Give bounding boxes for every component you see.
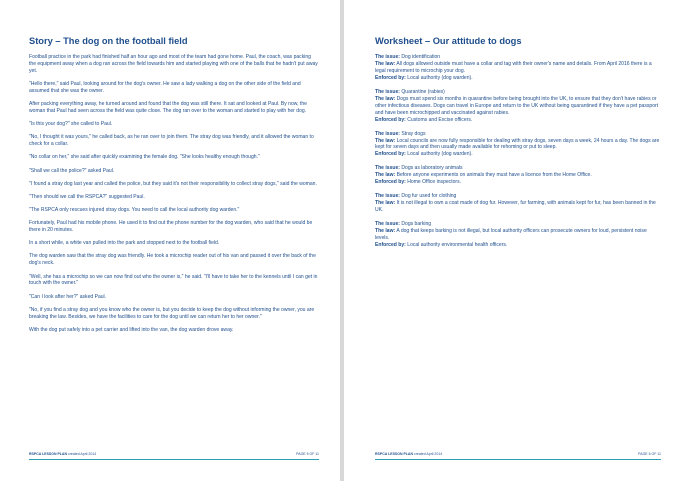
- issue-line-text: Dogs barking: [399, 221, 432, 228]
- enforced-line-text: Local authority (dog warden).: [405, 151, 473, 158]
- issue-line-text: Dog fur used for clothing: [399, 193, 457, 200]
- enforced-line: [375, 179, 661, 186]
- story-paragraph: "The RSPCA only rescues injured stray dogs. You need to call the local authority dog warden.": [29, 207, 240, 214]
- story-paragraph: In a short while, a white van pulled into the park and stopped next to the football field.: [29, 240, 220, 247]
- issue-line-label: The issue:: [375, 130, 400, 137]
- story-paragraph: "No, if you find a stray dog and you know who the owner is, but you decide to keep the dog without informing the owner, you are breaking the law. Besides, we have the facilities to care for the dog until we can return her to her owner.": [29, 306, 315, 320]
- story-paragraph: After packing everything away, he turned around and found that the dog was still there. It sat and looked at Paul. By now, the woman that Paul had seen across the field was quite close. The dog ran over to the woman and started to play with her dog.: [29, 101, 307, 115]
- law-line-label: The law:: [375, 137, 396, 144]
- worksheet-title: Worksheet – Our attitude to dogs: [375, 36, 522, 46]
- story-paragraph: The dog warden saw that the stray dog was friendly. He took a microchip reader out of his van and passed it over the back of the dog's neck.: [29, 253, 316, 267]
- footer-page-number: PAGE 5 OF 11: [296, 452, 319, 456]
- story-paragraph: "Well, she has a microchip so we can now find out who the owner is," he said. "I'll have to take her to the kennels until I can get in touch with the owner.": [29, 273, 318, 287]
- issue-block: [375, 193, 661, 214]
- issue-line: [375, 165, 661, 172]
- page-footer-left: [29, 450, 319, 458]
- enforced-line-text: Local authority (dog warden).: [405, 74, 473, 81]
- issue-line-text: Dog identification: [399, 54, 441, 60]
- enforced-line: [375, 117, 661, 124]
- law-line: [375, 61, 661, 75]
- law-line-label: The law:: [375, 60, 396, 67]
- law-line: [375, 200, 661, 214]
- enforced-line-text: Local authority environmental health officers.: [405, 241, 508, 248]
- story-paragraph: "Can I look after her?" asked Paul.: [29, 293, 107, 300]
- issue-block: [375, 54, 661, 82]
- issue-block: [375, 221, 661, 249]
- enforced-line-label: Enforced by:: [375, 241, 406, 248]
- law-line-text: A dog that keeps barking is not illegal, but local authority officers can prosecute owners for loud, persistent noise levels.: [375, 228, 647, 242]
- page-right: [344, 0, 683, 481]
- story-body: [29, 54, 319, 334]
- story-paragraph: "Shall we call the police?" asked Paul.: [29, 167, 115, 174]
- enforced-line: [375, 151, 661, 158]
- story-paragraph: "No collar on her," she said after quickly examining the female dog. "She looks healthy enough though.": [29, 154, 260, 161]
- issue-line-label: The issue:: [375, 54, 400, 60]
- law-line-label: The law:: [375, 95, 396, 102]
- law-line-text: Before anyone experiments on animals they must have a licence from the Home Office.: [395, 172, 592, 179]
- issue-line-label: The issue:: [375, 165, 400, 172]
- issue-line-text: Quarantine (rabies): [399, 88, 445, 95]
- footer-rule: [375, 459, 661, 460]
- enforced-line-text: Customs and Excise officers.: [405, 116, 473, 123]
- issue-line: [375, 193, 661, 200]
- footer-page-number: PAGE 6 OF 11: [638, 452, 661, 456]
- law-line-text: Local councils are now fully responsible for dealing with stray dogs, seven days a week, 24 hours a day. The dogs are kept for seven days and then usually made available for rehoming or put to sleep.: [375, 137, 660, 151]
- story-paragraph: "I found a stray dog last year and called the police, but they said it's not their responsibility to collect stray dogs," said the woman.: [29, 180, 317, 187]
- issue-line-label: The issue:: [375, 221, 400, 228]
- law-line: [375, 172, 661, 179]
- enforced-line: [375, 75, 661, 82]
- issue-block: [375, 165, 661, 186]
- story-paragraph: "Hello there," said Paul, looking around for the dog's owner. He saw a lady walking a dog on the other side of the field and assumed that she was the owner.: [29, 81, 301, 94]
- footer-created: created April 2014: [413, 452, 443, 456]
- issue-line-text: Dogs as laboratory animals: [399, 165, 463, 172]
- footer-rule: [29, 459, 319, 460]
- story-paragraph: "Is this your dog?" she called to Paul.: [29, 121, 113, 128]
- story-paragraph: With the dog put safely into a pet carrier and lifted into the van, the dog warden drove away.: [29, 326, 234, 333]
- law-line-label: The law:: [375, 228, 396, 235]
- law-line-text: Dogs must spend six months in quarantine before being brought into the UK, to ensure that they don't have rabies or other infectious diseases. Dogs can travel in Europe and return to the UK without being quarantined if they have a pet passport and have been microchipped and vaccinated against rabies.: [375, 95, 659, 116]
- story-paragraph: "No, I thought it was yours," he called back, as he ran over to join them. The stray dog was friendly, and it allowed the woman to check for a collar.: [29, 134, 314, 148]
- law-line-label: The law:: [375, 200, 396, 207]
- enforced-line-label: Enforced by:: [375, 74, 406, 81]
- law-line-text: All dogs allowed outside must have a collar and tag with their owner's name and details. From April 2016 there is a legal requirement to microchip your dog.: [375, 60, 652, 74]
- story-paragraph: "Then should we call the RSPCA?" suggested Paul.: [29, 193, 145, 200]
- issue-block: [375, 131, 661, 159]
- law-line: [375, 96, 661, 117]
- enforced-line-label: Enforced by:: [375, 179, 406, 186]
- issue-line: [375, 131, 661, 138]
- story-paragraph: Fortunately, Paul had his mobile phone. He used it to find out the phone number for the dog warden, who said that he would be there in 20 minutes.: [29, 220, 313, 234]
- law-line: [375, 228, 661, 242]
- law-line-text: It is not illegal to own a coat made of dog fur. However, fur farming, with animals kept for fur, has been banned in the UK.: [375, 200, 656, 214]
- page-footer-right: [375, 450, 661, 458]
- enforced-line: [375, 242, 661, 249]
- story-title: Story – The dog on the football field: [29, 36, 188, 46]
- enforced-line-text: Home Office inspectors.: [405, 179, 462, 186]
- worksheet-body: [375, 54, 661, 249]
- issue-line: [375, 89, 661, 96]
- issue-block: [375, 89, 661, 124]
- page-left: [0, 0, 340, 481]
- issue-line-label: The issue:: [375, 193, 400, 200]
- issue-line: [375, 221, 661, 228]
- issue-line-label: The issue:: [375, 88, 400, 95]
- footer-brand: RSPCA LESSON PLAN: [29, 452, 67, 456]
- issue-line-text: Stray dogs: [399, 130, 426, 137]
- issue-line: [375, 54, 661, 61]
- story-paragraph: Football practice in the park had finished half an hour ago and most of the team had gone home. Paul, the coach, was packing the equipment away when a dog ran across the field towards him and started playing with one of the balls that he hadn't put away yet.: [29, 54, 318, 74]
- law-line: [375, 138, 661, 152]
- footer-created: created April 2014: [67, 452, 97, 456]
- enforced-line-label: Enforced by:: [375, 116, 406, 123]
- footer-brand: RSPCA LESSON PLAN: [375, 452, 413, 456]
- law-line-label: The law:: [375, 172, 396, 179]
- enforced-line-label: Enforced by:: [375, 151, 406, 158]
